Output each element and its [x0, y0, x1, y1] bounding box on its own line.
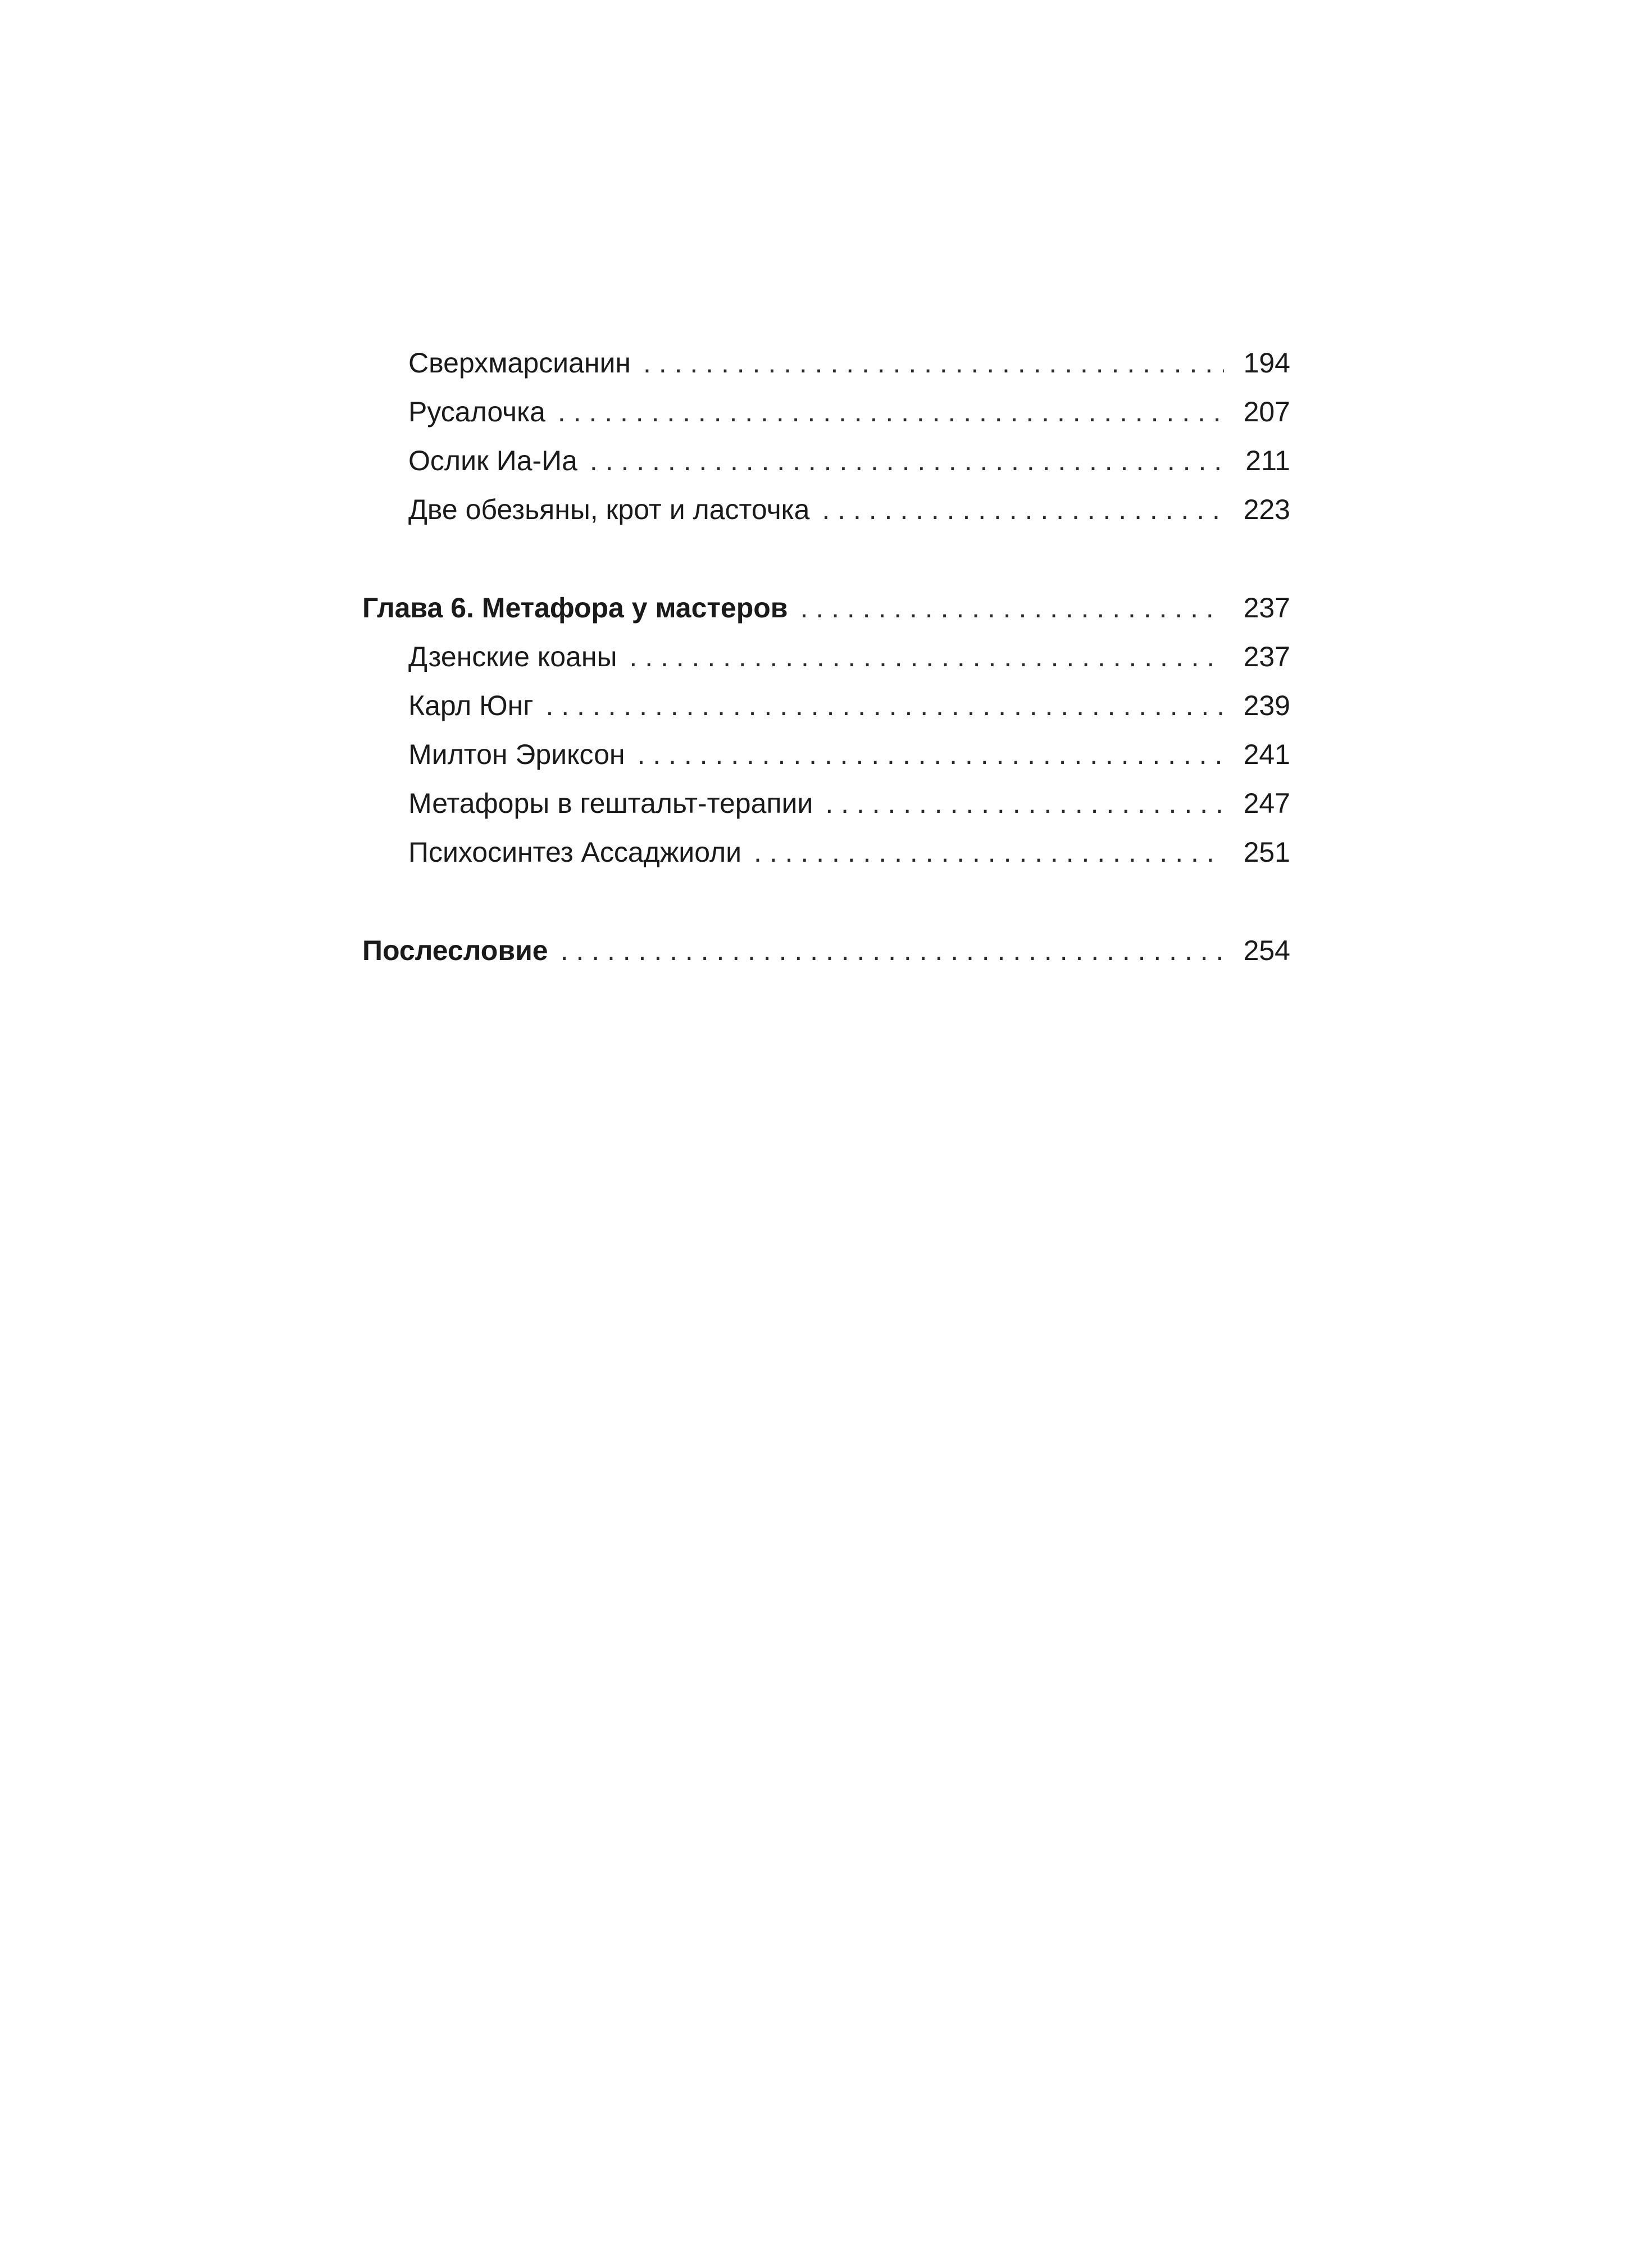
dot-leader	[754, 828, 1224, 877]
dot-leader	[561, 926, 1224, 975]
toc-entry-title: Ослик Иа-Иа	[408, 445, 577, 476]
toc-entry-title: Сверхмарсианин	[408, 347, 631, 379]
toc-entry-title: Русалочка	[408, 396, 545, 427]
toc-entry-title: Психосинтез Ассаджиоли	[408, 836, 742, 868]
toc-entry-page: 207	[1243, 396, 1290, 427]
toc-entry	[362, 730, 1290, 779]
toc-entry-title: Дзенские коаны	[408, 641, 617, 672]
toc-afterword-entry	[362, 926, 1290, 975]
toc-chapter-title: Глава 6. Метафора у мастеров	[362, 592, 788, 624]
toc-entry	[362, 681, 1290, 730]
toc-entry-page: 241	[1243, 739, 1290, 770]
table-of-contents	[362, 339, 1290, 975]
toc-chapter-page: 237	[1243, 592, 1290, 624]
toc-entry	[362, 828, 1290, 877]
toc-entry	[362, 339, 1290, 388]
toc-entry-title: Метафоры в гештальт-терапии	[408, 788, 813, 819]
toc-chapter-entry	[362, 584, 1290, 633]
toc-entry	[362, 485, 1290, 534]
dot-leader	[629, 633, 1224, 681]
toc-entry	[362, 633, 1290, 681]
toc-entry-page: 223	[1243, 494, 1290, 525]
toc-entry-page: 194	[1243, 347, 1290, 379]
toc-entry-title: Карл Юнг	[408, 690, 534, 721]
toc-afterword-page: 254	[1243, 935, 1290, 966]
dot-leader	[643, 339, 1224, 388]
dot-leader	[822, 485, 1224, 534]
toc-entry	[362, 388, 1290, 436]
dot-leader	[545, 681, 1224, 730]
toc-entry-page: 251	[1243, 836, 1290, 868]
toc-entry	[362, 779, 1290, 828]
dot-leader	[825, 779, 1224, 828]
section-spacer	[362, 534, 1290, 584]
toc-afterword-title: Послесловие	[362, 935, 548, 966]
toc-entry-title: Две обезьяны, крот и ласточка	[408, 494, 810, 525]
toc-entry	[362, 436, 1290, 485]
dot-leader	[638, 730, 1225, 779]
dot-leader	[800, 584, 1224, 633]
toc-entry-title: Милтон Эриксон	[408, 739, 625, 770]
toc-entry-page: 247	[1243, 788, 1290, 819]
dot-leader	[558, 388, 1224, 436]
toc-entry-page: 237	[1243, 641, 1290, 672]
toc-entry-page: 211	[1245, 445, 1290, 476]
toc-entry-page: 239	[1243, 690, 1290, 721]
dot-leader	[590, 436, 1224, 485]
section-spacer	[362, 877, 1290, 926]
